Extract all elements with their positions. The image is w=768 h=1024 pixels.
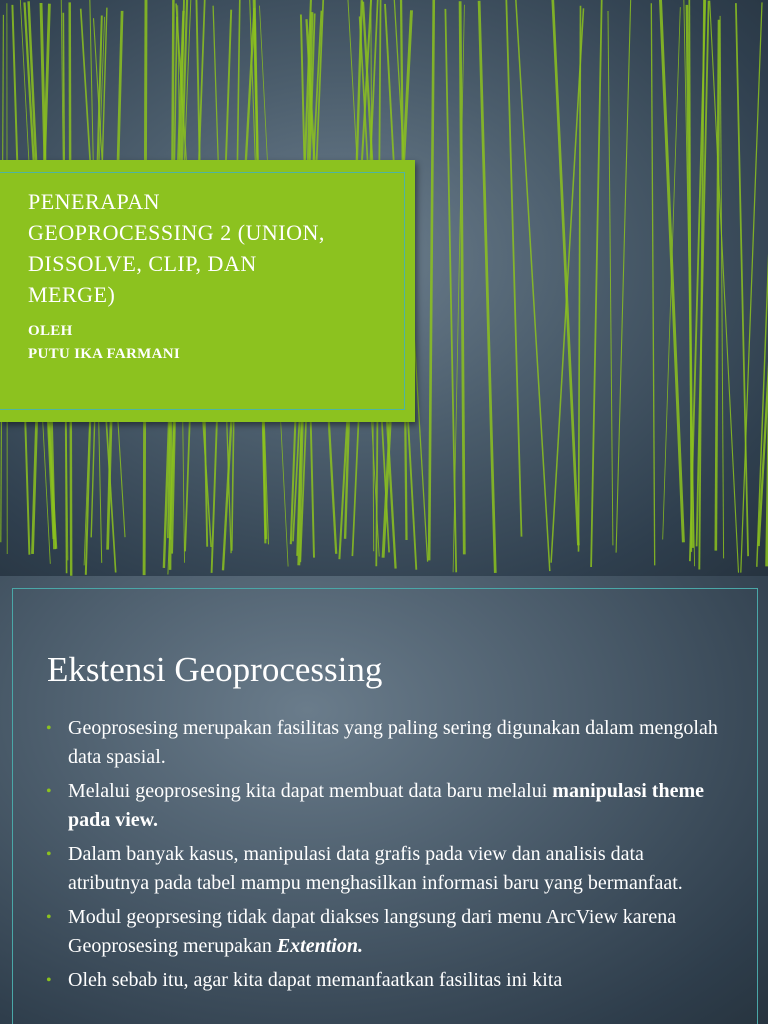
grass-strand (429, 0, 434, 560)
bullet-icon: • (46, 720, 52, 737)
author-name: PUTU IKA FARMANI (28, 346, 181, 362)
bullet-emphasis: Extention (276, 935, 358, 957)
grass-strand (591, 0, 602, 567)
list-item (44, 840, 724, 898)
bullet-icon: • (46, 846, 52, 863)
grass-strand (736, 3, 748, 556)
list-item (44, 777, 724, 835)
title-line: PENERAPAN (28, 189, 161, 214)
title-line: MERGE) (28, 282, 116, 307)
grass-strand (479, 1, 495, 573)
grass-strand (710, 1, 739, 573)
list-item (44, 903, 724, 961)
bullet-icon: • (46, 972, 52, 989)
presentation-title (28, 186, 398, 310)
slide-heading: Ekstensi Geoprocessing (47, 650, 383, 689)
grass-strand (445, 9, 456, 572)
grass-strand (716, 20, 719, 551)
bullet-text: Geoprosesing merupakan fasilitas yang paling sering digunakan dalam mengolah data spasial. (68, 717, 718, 768)
author-block (28, 320, 180, 366)
bullet-emphasis: manipulasi theme pada view. (68, 780, 704, 831)
bullet-list (44, 714, 724, 1000)
bullet-icon: • (46, 909, 52, 926)
bullet-text: Dalam banyak kasus, manipulasi data grafis pada view dan analisis data atributnya pada tabel mampu menghasilkan informasi baru yang bermanfaat. (68, 843, 683, 894)
grass-strand (720, 16, 724, 559)
grass-strand (460, 1, 464, 554)
list-item (44, 714, 724, 772)
title-line: GEOPROCESSING 2 (UNION, (28, 220, 325, 245)
title-box (0, 160, 415, 422)
bullet-text: Oleh sebab itu, agar kita dapat memanfaatkan fasilitas ini kita (68, 969, 563, 991)
list-item (44, 966, 724, 995)
bullet-tail: . (357, 935, 363, 957)
grass-strand (608, 11, 613, 545)
grass-strand (741, 2, 762, 572)
author-label: OLEH (28, 323, 73, 339)
content-slide (0, 576, 768, 1024)
grass-strand (651, 3, 654, 565)
bullet-icon: • (46, 783, 52, 800)
grass-strand (616, 0, 631, 553)
bullet-text: Modul geoprsesing tidak dapat diakses langsung dari menu ArcView karena Geoprosesing merupakan (68, 906, 677, 957)
bullet-text: Melalui geoprosesing kita dapat membuat data baru melalui (68, 780, 553, 802)
grass-strand (506, 0, 521, 537)
title-line: DISSOLVE, CLIP, DAN (28, 251, 257, 276)
